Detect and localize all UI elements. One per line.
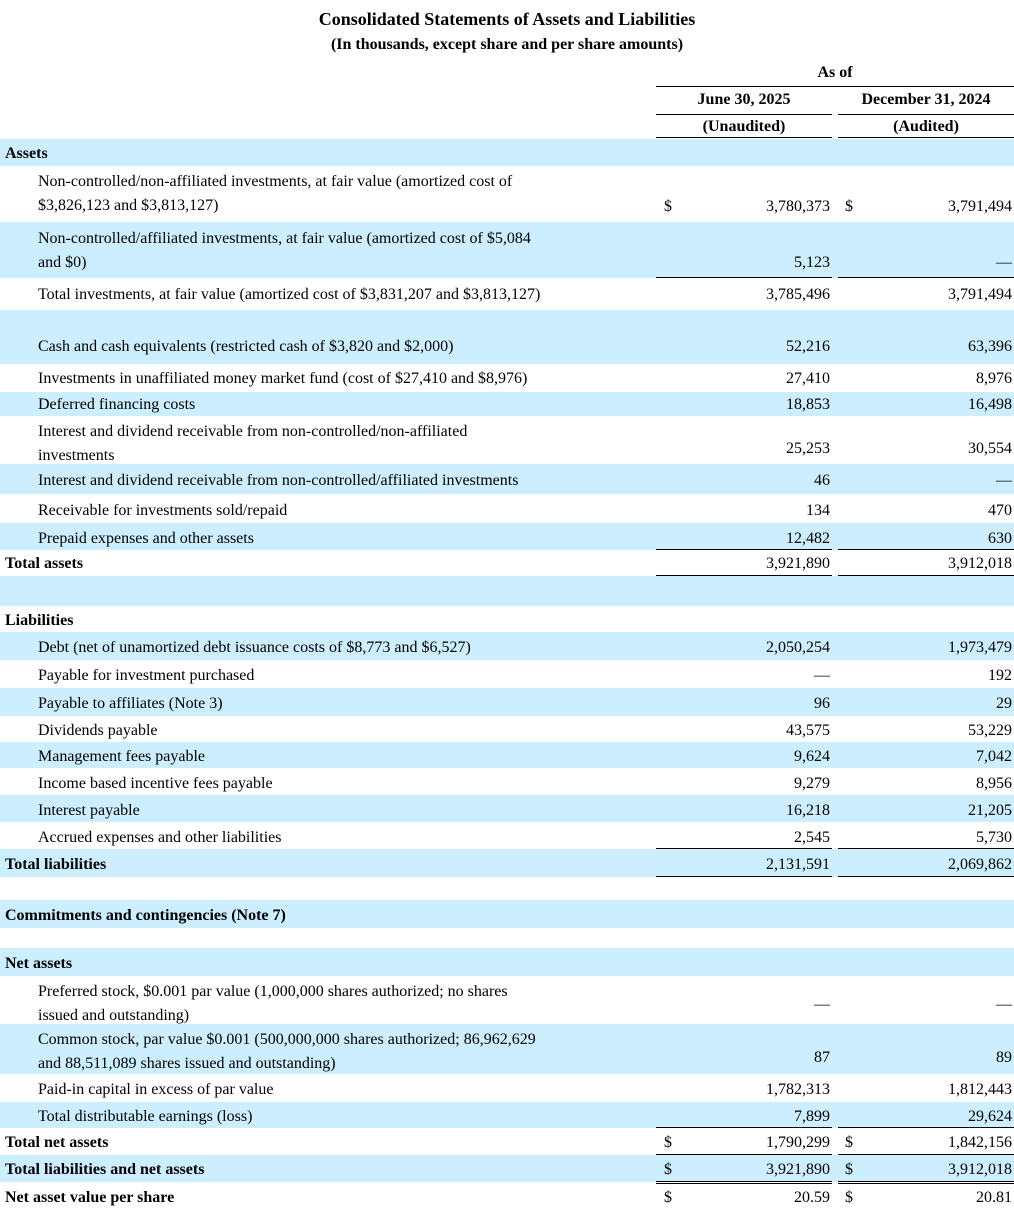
- row-total-distributable-earnings-loss: [0, 1102, 1014, 1128]
- row-receivable-for-investments-sold-repaid: [0, 494, 1014, 523]
- row-label: [38, 664, 658, 688]
- row-label-line: Common stock, par value $0.001 (500,000,000 shares authorized; 86,962,629: [38, 1031, 536, 1048]
- june-2025-value: —: [814, 996, 830, 1013]
- june-2025-value: 20.59: [794, 1189, 830, 1206]
- dec-2024-value: 3,912,018: [948, 1161, 1012, 1178]
- june-2025-value: 3,785,496: [766, 286, 830, 303]
- row-label: [38, 826, 658, 850]
- row-label: [5, 853, 625, 877]
- row-label-line: Investments in unaffiliated money market fund (cost of $27,410 and $8,976): [38, 370, 528, 387]
- row-cash-and-cash-equivalents-restricted-cas: [0, 333, 1014, 364]
- spacer-row: [0, 877, 1014, 900]
- row-dividends-payable: [0, 716, 1014, 742]
- row-income-based-incentive-fees-payable: [0, 768, 1014, 795]
- row-label-line: and 88,511,089 shares issued and outstanding): [38, 1055, 336, 1072]
- row-management-fees-payable: [0, 742, 1014, 768]
- june-2025-value: 2,050,254: [766, 639, 830, 656]
- dec-2024-value: —: [996, 996, 1012, 1013]
- dollar-sign: $: [664, 1134, 672, 1151]
- statement-title: Consolidated Statements of Assets and Liabilities: [318, 9, 696, 29]
- dec-2024-value: 7,042: [976, 748, 1012, 765]
- row-label-line: Non-controlled/affiliated investments, at fair value (amortized cost of $5,084: [38, 230, 531, 247]
- spacer-row: [0, 576, 1014, 606]
- row-label-line: Management fees payable: [38, 748, 206, 765]
- june-2025-value: 3,921,890: [766, 1161, 830, 1178]
- june-2025-value: 52,216: [786, 338, 830, 355]
- col1-date-header: June 30, 2025: [697, 91, 791, 108]
- dec-2024-value: 63,396: [968, 338, 1012, 355]
- june-2025-value: 3,780,373: [766, 198, 830, 215]
- row-label-line: Debt (net of unamortized debt issuance costs of $8,773 and $6,527): [38, 639, 471, 656]
- row-total-net-assets: [0, 1128, 1014, 1155]
- row-label-line: Total liabilities: [5, 856, 107, 873]
- dec-2024-value: 16,498: [968, 396, 1012, 413]
- row-label: [38, 283, 658, 307]
- row-debt-net-of-unamortized-debt-issuance-co: [0, 632, 1014, 660]
- dec-2024-value: 192: [988, 667, 1012, 684]
- row-label: [38, 367, 658, 391]
- dec-2024-value: 29: [996, 695, 1012, 712]
- row-label-line: issued and outstanding): [38, 1007, 190, 1024]
- dec-2024-value: 2,069,862: [948, 856, 1012, 873]
- row-preferred-stock-0-001-par-value-1-000-00: [0, 976, 1014, 1024]
- col1-date-rule: [656, 114, 832, 115]
- col1-audit-header: (Unaudited): [702, 118, 786, 135]
- row-commitments-and-contingencies-note-7: [0, 900, 1014, 928]
- col2-audit-header: (Audited): [893, 118, 959, 135]
- as-of-rule: [656, 86, 1014, 87]
- dec-2024-value: 8,976: [976, 370, 1012, 387]
- row-deferred-financing-costs: [0, 392, 1014, 416]
- as-of-heading: As of: [817, 64, 853, 81]
- row-common-stock-par-value-0-001-500-000-000: [0, 1024, 1014, 1074]
- dollar-sign: $: [664, 1161, 672, 1178]
- row-label: [38, 335, 658, 359]
- dec-2024-value: 29,624: [968, 1108, 1012, 1125]
- dec-2024-value: 53,229: [968, 722, 1012, 739]
- row-label: [38, 980, 658, 1028]
- row-accrued-expenses-and-other-liabilities: [0, 822, 1014, 849]
- row-label: [5, 1158, 625, 1182]
- row-payable-to-affiliates-note-3: [0, 688, 1014, 716]
- row-label-line: Total assets: [5, 555, 84, 572]
- row-label: [38, 170, 658, 218]
- dec-2024-value: 3,791,494: [948, 286, 1012, 303]
- dec-2024-value: 1,973,479: [948, 639, 1012, 656]
- row-label: [38, 393, 658, 417]
- row-label-line: Net assets: [5, 955, 73, 972]
- dollar-sign: $: [845, 1161, 853, 1178]
- row-total-liabilities-and-net-assets: [0, 1155, 1014, 1182]
- june-2025-value: 1,790,299: [766, 1134, 830, 1151]
- row-label-line: Net asset value per share: [5, 1189, 175, 1206]
- row-label: [38, 527, 658, 551]
- row-label: [38, 227, 658, 275]
- spacer-row: [0, 310, 1014, 333]
- row-non-controlled-non-affiliated-investment: [0, 166, 1014, 222]
- row-label-line: Interest payable: [38, 802, 140, 819]
- row-label: [38, 692, 658, 716]
- row-interest-payable: [0, 795, 1014, 822]
- june-2025-value: 2,131,591: [766, 856, 830, 873]
- dec-2024-value: 470: [988, 502, 1012, 519]
- row-label-line: Payable to affiliates (Note 3): [38, 695, 223, 712]
- row-label-line: Prepaid expenses and other assets: [38, 530, 254, 547]
- row-label-line: Dividends payable: [38, 722, 158, 739]
- row-interest-and-dividend-receivable-from-no: [0, 416, 1014, 464]
- row-label-line: Interest and dividend receivable from non-controlled/affiliated investments: [38, 472, 519, 489]
- row-label-line: Commitments and contingencies (Note 7): [5, 907, 286, 924]
- june-2025-value: 16,218: [786, 802, 830, 819]
- row-label-line: Total net assets: [5, 1134, 109, 1151]
- dec-2024-value: 8,956: [976, 775, 1012, 792]
- june-2025-value: 25,253: [786, 440, 830, 457]
- row-prepaid-expenses-and-other-assets: [0, 523, 1014, 550]
- spacer-row: [0, 928, 1014, 948]
- june-2025-value: 87: [814, 1049, 830, 1066]
- row-label: [38, 745, 658, 769]
- june-2025-value: 134: [806, 502, 830, 519]
- row-label: [5, 142, 625, 166]
- row-net-asset-value-per-share: [0, 1182, 1014, 1212]
- june-2025-value: 27,410: [786, 370, 830, 387]
- row-label-line: Total liabilities and net assets: [5, 1161, 205, 1178]
- june-2025-value: 9,279: [794, 775, 830, 792]
- dec-2024-value: 21,205: [968, 802, 1012, 819]
- row-label: [38, 799, 658, 823]
- dec-2024-value: 630: [988, 530, 1012, 547]
- row-label-line: and $0): [38, 254, 87, 271]
- statement-subtitle: (In thousands, except share and per share amounts): [330, 36, 684, 53]
- row-liabilities: [0, 606, 1014, 632]
- row-label-line: Accrued expenses and other liabilities: [38, 829, 282, 846]
- col2-date-rule: [838, 114, 1014, 115]
- col1-audit-rule: [656, 137, 832, 138]
- dec-2024-value: —: [996, 472, 1012, 489]
- dollar-sign: $: [845, 198, 853, 215]
- dec-2024-value: 5,730: [976, 829, 1012, 846]
- row-non-controlled-affiliated-investments-at: [0, 222, 1014, 278]
- june-2025-value: 1,782,313: [766, 1081, 830, 1098]
- row-total-assets: [0, 550, 1014, 576]
- row-label-line: Paid-in capital in excess of par value: [38, 1081, 274, 1098]
- row-label: [38, 636, 658, 660]
- row-paid-in-capital-in-excess-of-par-value: [0, 1074, 1014, 1102]
- row-label: [5, 904, 625, 928]
- dollar-sign: $: [845, 1134, 853, 1151]
- june-2025-value: 96: [814, 695, 830, 712]
- row-label: [38, 1028, 658, 1076]
- june-2025-value: 3,921,890: [766, 555, 830, 572]
- row-label: [38, 420, 658, 468]
- june-2025-value: 46: [814, 472, 830, 489]
- dec-2024-value: 1,842,156: [948, 1134, 1012, 1151]
- row-label-line: Total distributable earnings (loss): [38, 1108, 253, 1125]
- row-label-line: $3,826,123 and $3,813,127): [38, 197, 219, 214]
- row-label-line: Preferred stock, $0.001 par value (1,000,000 shares authorized; no shares: [38, 983, 508, 1000]
- dollar-sign: $: [845, 1189, 853, 1206]
- june-2025-value: 43,575: [786, 722, 830, 739]
- row-label: [5, 609, 625, 633]
- row-label-line: investments: [38, 447, 115, 464]
- row-payable-for-investment-purchased: [0, 660, 1014, 688]
- row-label: [5, 1186, 625, 1210]
- dec-2024-value: 1,812,443: [948, 1081, 1012, 1098]
- row-investments-in-unaffiliated-money-market: [0, 364, 1014, 392]
- row-label-line: Non-controlled/non-affiliated investments, at fair value (amortized cost of: [38, 173, 513, 190]
- row-label-line: Assets: [5, 145, 48, 162]
- col2-audit-rule: [838, 137, 1014, 138]
- row-label: [38, 719, 658, 743]
- row-total-liabilities: [0, 849, 1014, 877]
- col2-date-header: December 31, 2024: [861, 91, 991, 108]
- dec-2024-value: —: [996, 254, 1012, 271]
- row-label-line: Total investments, at fair value (amortized cost of $3,831,207 and $3,813,127): [38, 286, 541, 303]
- dollar-sign: $: [664, 198, 672, 215]
- row-label-line: Interest and dividend receivable from non-controlled/non-affiliated: [38, 423, 468, 440]
- dollar-sign: $: [664, 1189, 672, 1206]
- row-label: [38, 772, 658, 796]
- june-2025-value: 2,545: [794, 829, 830, 846]
- row-label: [38, 1105, 658, 1129]
- dec-2024-value: 89: [996, 1049, 1012, 1066]
- row-label: [38, 1078, 658, 1102]
- dec-2024-value: 3,912,018: [948, 555, 1012, 572]
- june-2025-value: 9,624: [794, 748, 830, 765]
- row-label-line: Cash and cash equivalents (restricted cash of $3,820 and $2,000): [38, 338, 454, 355]
- row-label: [38, 469, 658, 493]
- june-2025-value: 7,899: [794, 1108, 830, 1125]
- row-label-line: Income based incentive fees payable: [38, 775, 273, 792]
- june-2025-value: 12,482: [786, 530, 830, 547]
- dec-2024-value: 20.81: [976, 1189, 1012, 1206]
- june-2025-value: 5,123: [794, 254, 830, 271]
- row-label-line: Deferred financing costs: [38, 396, 196, 413]
- dec-2024-value: 30,554: [968, 440, 1012, 457]
- june-2025-value: 18,853: [786, 396, 830, 413]
- row-label-line: Payable for investment purchased: [38, 667, 255, 684]
- row-label-line: Liabilities: [5, 612, 74, 629]
- row-label: [5, 552, 625, 576]
- row-assets: [0, 139, 1014, 166]
- row-interest-and-dividend-receivable-from-no: [0, 464, 1014, 494]
- row-label: [5, 952, 625, 976]
- row-total-investments-at-fair-value-amortize: [0, 278, 1014, 310]
- row-label-line: Receivable for investments sold/repaid: [38, 502, 288, 519]
- row-net-assets: [0, 948, 1014, 976]
- june-2025-value: —: [814, 667, 830, 684]
- row-label: [38, 499, 658, 523]
- row-label: [5, 1131, 625, 1155]
- dec-2024-value: 3,791,494: [948, 198, 1012, 215]
